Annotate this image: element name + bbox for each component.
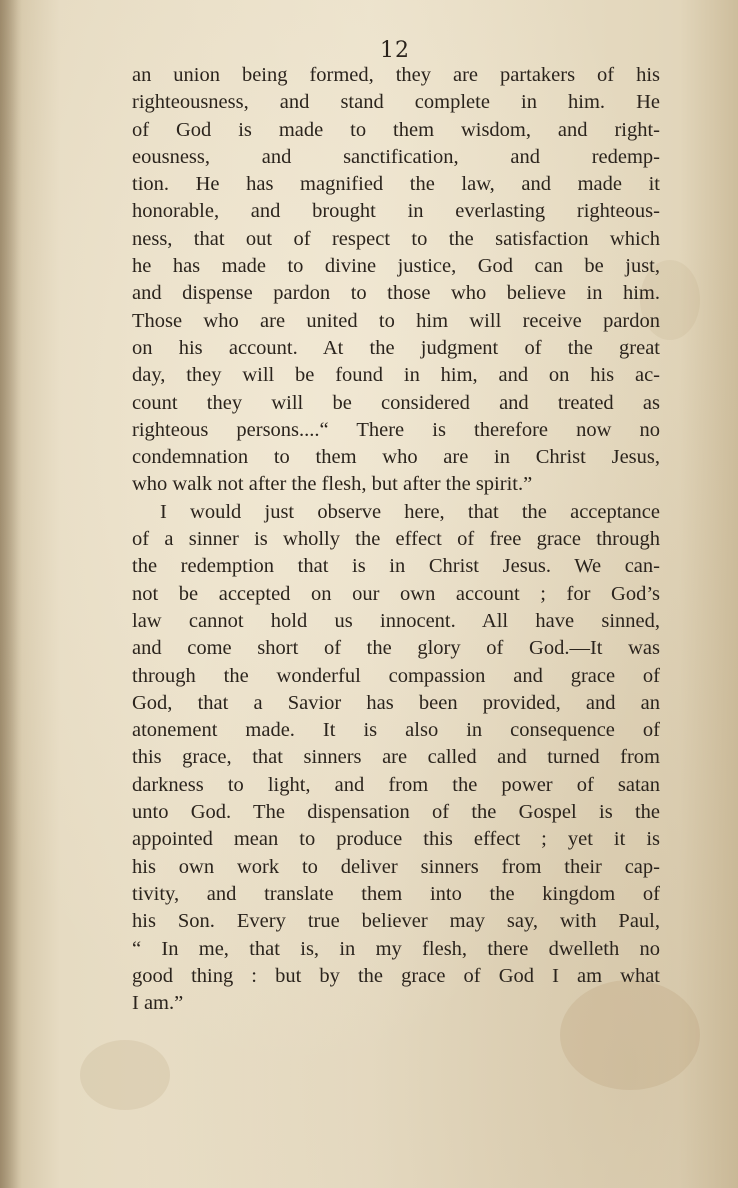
text-line: appointed mean to produce this effect ; yet it is [132,828,660,851]
text-line: his Son. Every true believer may say, with Paul, [132,910,660,933]
text-line: condemnation to them who are in Christ Jesus, [132,446,660,469]
text-line: not be accepted on our own account ; for God’s [132,582,660,605]
text-line: good thing : but by the grace of God I am what [132,964,660,987]
paragraph-1 [132,62,660,499]
paragraph-2 [132,499,660,1018]
text-line: on his account. At the judgment of the great [132,336,660,359]
text-line: through the wonderful compassion and grace of [132,664,660,687]
text-line: and dispense pardon to those who believe in him. [132,282,660,305]
text-line: ness, that out of respect to the satisfaction which [132,227,660,250]
text-line: righteous persons....“ There is therefore now no [132,418,660,441]
text-line: eousness, and sanctification, and redemp- [132,145,660,168]
text-line: of God is made to them wisdom, and right- [132,118,660,141]
text-line: atonement made. It is also in consequence of [132,719,660,742]
text-line: “ In me, that is, in my flesh, there dwelleth no [132,937,660,960]
page-number: 12 [380,38,410,63]
text-line: his own work to deliver sinners from their cap- [132,855,660,878]
text-line: I would just observe here, that the acceptance [160,500,660,523]
text-line: God, that a Savior has been provided, and an [132,691,660,714]
text-line: honorable, and brought in everlasting righteous- [132,200,660,223]
text-line: law cannot hold us innocent. All have sinned, [132,609,660,632]
text-line: tivity, and translate them into the kingdom of [132,882,660,905]
text-line: I am.” [132,992,184,1015]
text-line: of a sinner is wholly the effect of free grace through [132,528,660,551]
text-line: and come short of the glory of God.—It was [132,637,660,660]
text-line: Those who are united to him will receive pardon [132,309,660,332]
text-line: count they will be considered and treated as [132,391,660,414]
text-line: who walk not after the flesh, but after the spirit.” [132,473,533,496]
paper-stain [80,1040,170,1110]
text-line: this grace, that sinners are called and turned from [132,746,660,769]
body-text [132,62,660,1017]
text-line: an union being formed, they are partakers of his [132,64,660,86]
binding-shadow [0,0,22,1188]
text-line: tion. He has magnified the law, and made it [132,173,660,196]
text-line: the redemption that is in Christ Jesus. We can- [132,555,660,578]
text-line: righteousness, and stand complete in him. He [132,91,660,114]
text-line: unto God. The dispensation of the Gospel is the [132,801,660,824]
text-line: darkness to light, and from the power of satan [132,773,660,796]
text-line: day, they will be found in him, and on his ac- [132,364,660,387]
text-line: he has made to divine justice, God can be just, [132,255,660,278]
